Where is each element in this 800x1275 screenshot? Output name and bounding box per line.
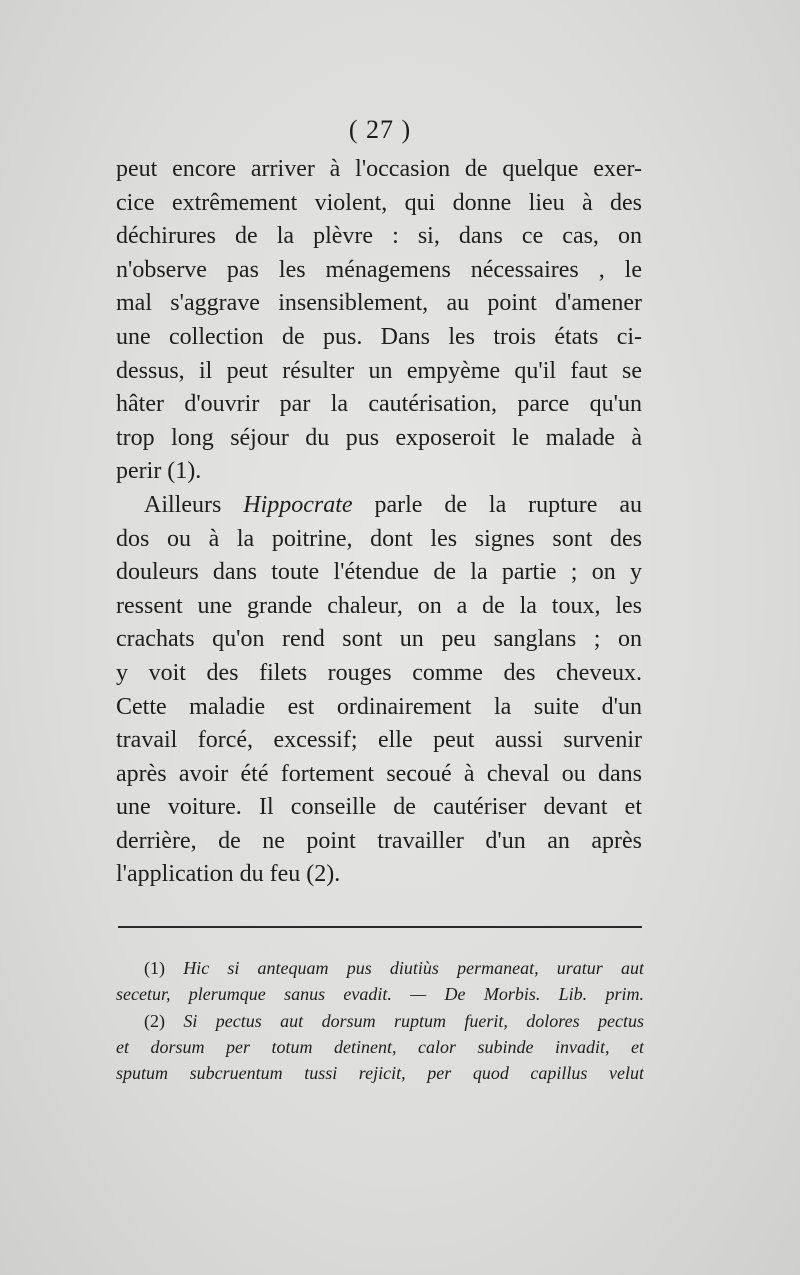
text-line: perir (1). [116,458,202,485]
page-number: ( 27 ) [348,115,412,144]
text-line: travail forcé, excessif; elle peut aussi survenir [116,727,642,754]
text-line: une collection de pus. Dans les trois états ci- [116,323,642,350]
text-line: peut encore arriver à l'occasion de quelque exer- [116,156,642,182]
text-line: hâter d'ouvrir par la cautérisation, parce qu'un [116,391,642,418]
text-line: cice extrêmement violent, qui donne lieu à des [116,189,642,216]
text-line: l'application du feu (2). [116,861,341,888]
text-line: mal s'aggrave insensiblement, au point d'amener [116,290,642,317]
text-line: n'observe pas les ménagemens nécessaires , le [116,256,642,283]
footnote-number: (1) [144,958,165,978]
text-line: une voiture. Il conseille de cautériser devant et [116,794,642,821]
text-line: Cette maladie est ordinairement la suite d'un [116,693,642,720]
text-fragment: parle de la rupture au [374,491,642,518]
footnote-text: Hic si antequam pus diutiùs permaneat, uratur aut [183,958,644,978]
text-line: ressent une grande chaleur, on a de la toux, les [116,592,642,619]
text-line: crachats qu'on rend sont un peu sanglans ; on [116,626,642,653]
footnote-text: Si pectus aut dorsum ruptum fuerit, dolores pectus [183,1010,644,1031]
footnotes [116,955,644,1086]
text-line: trop long séjour du pus exposeroit le malade à [116,424,642,451]
text-line: dos ou à la poitrine, dont les signes sont des [116,525,642,552]
footnote-2-line [116,1008,644,1034]
text-line: après avoir été fortement secoué à cheval ou dans [116,760,642,787]
footnote-2-line: sputum subcruentum tussi rejicit, per quod capillus velut [116,1063,644,1084]
text-line: douleurs dans toute l'étendue de la partie ; on y [116,559,642,586]
paragraph-first-line [116,489,642,523]
text-line: déchirures de la plèvre : si, dans ce cas, on [116,223,642,250]
footnote-1-line: secetur, plerumque sanus evadit. — De Morbis. Lib. prim. [116,984,644,1005]
text-line: y voit des filets rouges comme des cheveux. [116,659,642,686]
text-fragment: Ailleurs [144,491,222,518]
footnote-1-line [116,955,644,981]
text-line: derrière, de ne point travailler d'un an après [116,827,642,854]
text-line: dessus, il peut résulter un empyème qu'il faut se [116,357,642,384]
footnote-2-line: et dorsum per totum detinent, calor subinde invadit, et [116,1036,644,1057]
author-name: Hippocrate [243,491,353,518]
footnote-number: (2) [144,1010,165,1031]
footnote-divider [118,926,642,928]
main-text [116,153,642,892]
